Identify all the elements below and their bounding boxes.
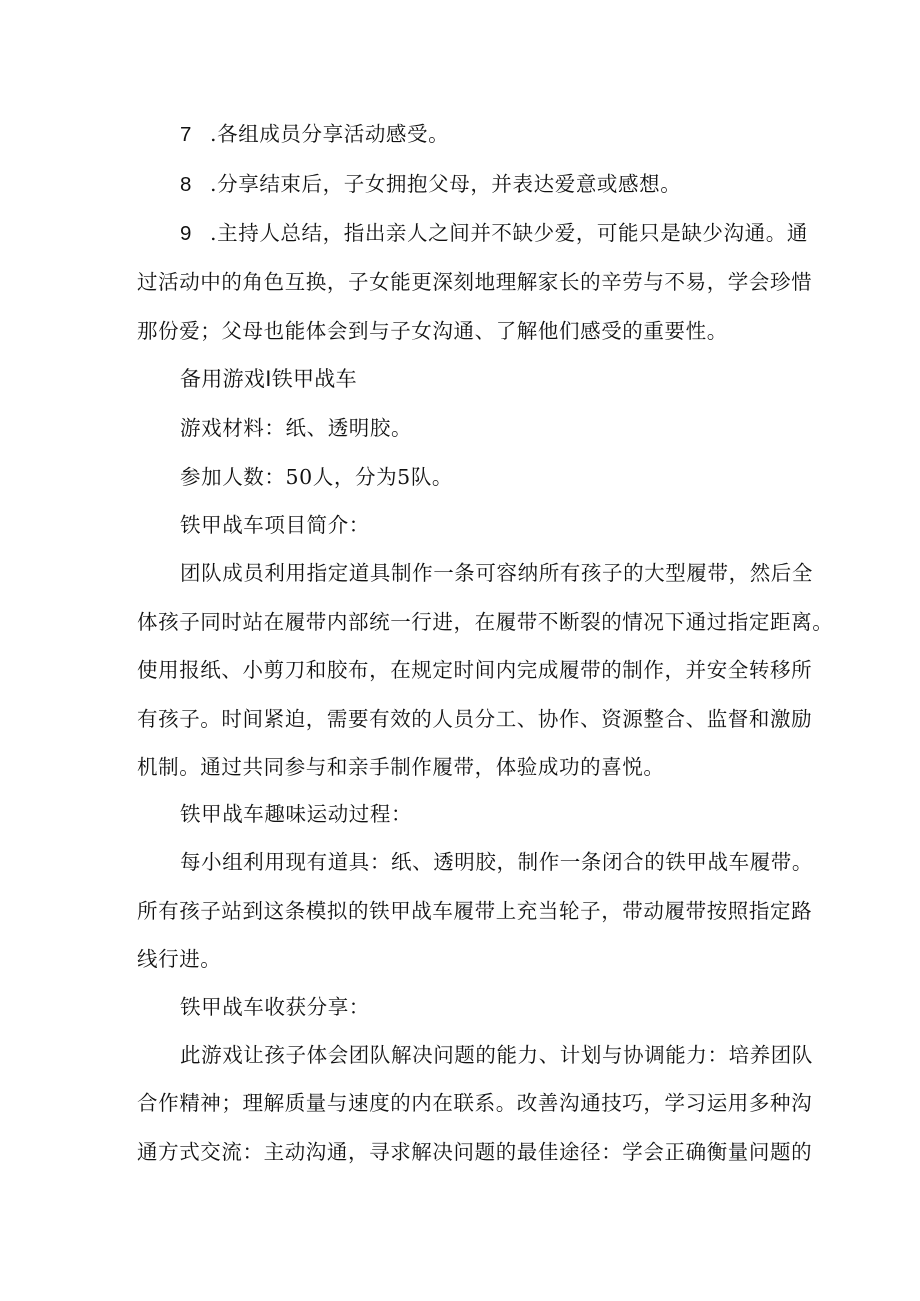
game-heading: 备用游戏Ⅰ铁甲战车	[180, 367, 357, 391]
list-item-number: 9	[180, 222, 193, 245]
participants-line: 参加人数：50人，分为5队。	[180, 465, 454, 489]
harvest-paragraph-line: 通方式交流：主动沟通，寻求解决问题的最佳途径：学会正确衡量问题的	[137, 1140, 813, 1164]
harvest-paragraph-line: 合作精神；理解质量与速度的内在联系。改善沟通技巧，学习运用多种沟	[137, 1091, 813, 1115]
list-item-7	[180, 124, 449, 146]
list-item-9-continuation-line: 那份爱；父母也能体会到与子女沟通、了解他们感受的重要性。	[137, 319, 728, 343]
process-paragraph-line: 线行进。	[137, 947, 222, 971]
process-paragraph-line: 所有孩子站到这条模拟的铁甲战车履带上充当轮子，带动履带按照指定路	[137, 899, 813, 923]
list-item-text: .主持人总结，指出亲人之间并不缺少爱，可能只是缺少沟通。通	[210, 221, 808, 245]
process-paragraph-line: 每小组利用现有道具：纸、透明胶，制作一条闭合的铁甲战车履带。	[180, 850, 813, 874]
harvest-heading: 铁甲战车收获分享：	[180, 995, 370, 1019]
intro-paragraph-line: 有孩子。时间紧迫，需要有效的人员分工、协作、资源整合、监督和激励	[137, 707, 813, 731]
list-item-9	[180, 223, 808, 245]
list-item-text: .各组成员分享活动感受。	[210, 122, 450, 146]
process-heading: 铁甲战车趣味运动过程：	[180, 802, 413, 826]
list-item-8	[180, 174, 681, 196]
intro-paragraph-line: 机制。通过共同参与和亲手制作履带，体验成功的喜悦。	[137, 755, 665, 779]
intro-heading: 铁甲战车项目简介：	[180, 513, 370, 537]
list-item-9-continuation-line: 过活动中的角色互换，子女能更深刻地理解家长的辛劳与不易，学会珍惜	[137, 270, 813, 294]
intro-paragraph-line: 团队成员利用指定道具制作一条可容纳所有孩子的大型履带，然后全	[180, 561, 813, 585]
harvest-paragraph-line: 此游戏让孩子体会团队解决问题的能力、计划与协调能力：培养团队	[180, 1043, 813, 1067]
intro-paragraph-line: 使用报纸、小剪刀和胶布，在规定时间内完成履带的制作，并安全转移所	[137, 658, 813, 682]
list-item-text: .分享结束后，子女拥抱父母，并表达爱意或感想。	[210, 172, 682, 196]
intro-paragraph-line: 体孩子同时站在履带内部统一行进，在履带不断裂的情况下通过指定距离。	[137, 610, 834, 634]
list-item-number: 8	[180, 173, 193, 196]
list-item-number: 7	[180, 123, 193, 146]
materials-line: 游戏材料：纸、透明胶。	[180, 416, 413, 440]
